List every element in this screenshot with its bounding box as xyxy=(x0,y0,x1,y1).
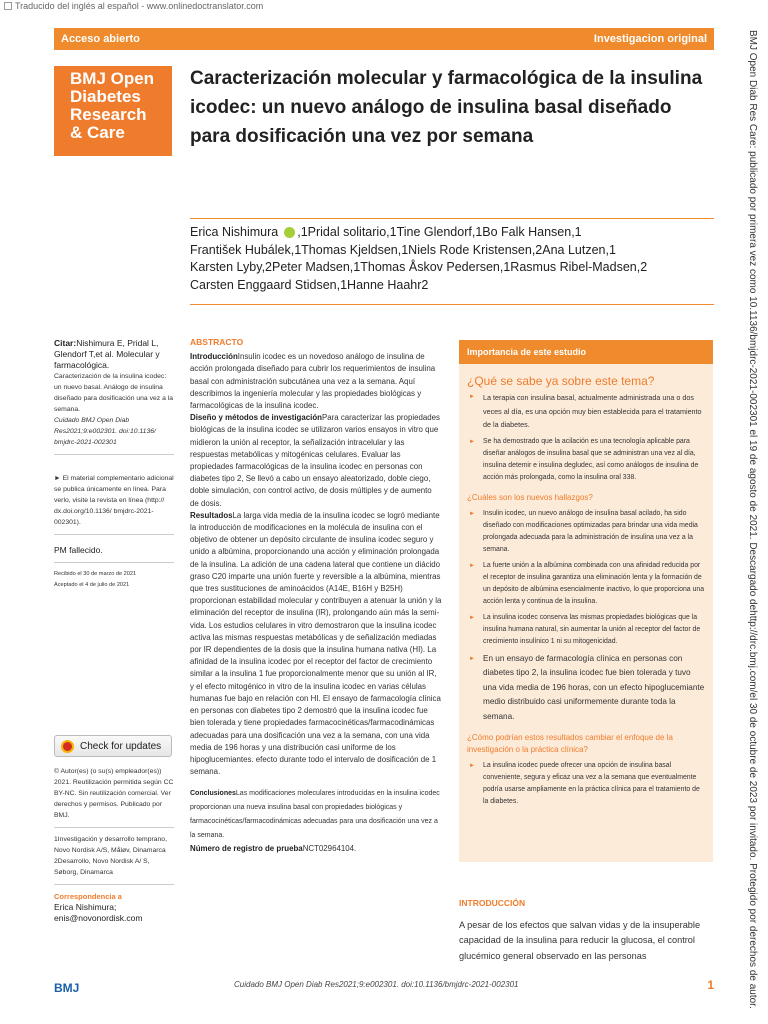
abstract xyxy=(190,336,442,856)
author-line: Karsten Lyby,2Peter Madsen,1Thomas Åskov Pedersen,1Rasmus Ribel-Madsen,2 xyxy=(190,260,648,274)
correspondence-email[interactable]: enis@novonordisk.com xyxy=(54,913,143,923)
results-text: La larga vida media de la insulina icodec se logró mediante la introducción de modificaciones en la molécula de insulina con el objetivo de obtener un depósito circulante de insulina icodec seguro y unido a albúmina, proporcionando una acción y eliminación prolongada de la insulina. La adición de una cadena lateral que contiene un diácido graso C20 imparte una unión fuerte y reversible a la albúmina, mientras que tres sustituciones de aminoácidos (A14E, B16H y B25H) proporcionan estabilidad molecular y contribuyen a atenuar la unión y la eliminación del receptor de insulina (IR), prolongando aún más la semi- vida. Los estudios celulares in vitro demostraron que la insulina icodec activa las mismas respuestas metabólicas y de señalización mediadas por IR dependientes de la dosis que la insulina humana nativa (HI). La afinidad de la insulina icodec por el receptor del factor de crecimiento similar a la insulina 1 fue proporcionalmente menor que su unión al IR, y el efecto mitogénico in vitro de la insulina icodec en varias células humanas fue bajo en relación con HI. El ensayo de farmacología clínica en personas con diabetes tipo 2 demostró que la insulina icodec fue bien tolerada y tiene propiedades farmacocinéticas/farmacodinámicas adecuadas para una dosificación una vez a la semana, con una vida media de 196 horas y una distribución casi uniforme de los hipoglucemiantes. efecto durante todo el intervalo de dosificación de 1 semana. xyxy=(190,510,442,777)
trial-label: Número de registro de prueba xyxy=(190,844,303,854)
page-number: 1 xyxy=(707,978,714,992)
trial-number: NCT02964104. xyxy=(302,844,357,854)
impact-heading: ¿Cómo podrían estos resultados cambiar el enfoque de la investigación o la práctica clínica? xyxy=(467,733,673,754)
list-item: ► Se ha demostrado que la acilación es una tecnología aplicable para diseñar análogos de insulina basal que se administran una vez al día, insulina detemir e insulina degludec, así como análogos de insulina de acción más prolongada, como la insulina oral 338. xyxy=(467,436,705,484)
journal-logo xyxy=(54,66,172,156)
footer-citation: Cuidado BMJ Open Diab Res2021;9:e002301. doi:10.1136/bmjdrc-2021-002301 xyxy=(234,980,519,989)
divider xyxy=(54,562,174,563)
cite-rest: Caracterización de la insulina icodec: un nuevo basal. Análogo de insulina diseñado para dosificación una vez a la semana. xyxy=(54,373,174,413)
copyright-text: © Autor(es) (o su(s) empleador(es)) 2021. Reutilización permitida según CC BY-NC. Sin reutilización comercial. Ver derechos y permisos. Publicado por BMJ. xyxy=(54,768,174,819)
title-divider xyxy=(190,218,714,219)
accepted-date: Aceptado el 4 de julio de 2021 xyxy=(54,582,130,588)
article-title: Caracterización molecular y farmacológica de la insulina icodec: un nuevo análogo de insulina basal diseñado para dosificación una vez por semana xyxy=(190,68,703,147)
introduction-text: A pesar de los efectos que salvan vidas y de la insuperable capacidad de la insulina para reducir la glucosa, el control glucémico general observado en las personas xyxy=(459,919,701,961)
cite-text: Nishimura E, Pridal L, Glendorf T,et al. Molecular y farmacológica. xyxy=(54,338,160,370)
bmj-logo: BMJ xyxy=(54,981,80,995)
copyright-block xyxy=(54,766,174,924)
author-name[interactable]: ,1Pridal solitario,1Tine Glendorf,1Bo Falk Hansen,1 xyxy=(297,225,582,239)
article-type-label: Investigacion original xyxy=(593,33,707,45)
divider xyxy=(54,827,174,828)
methods-text: Para caracterizar las propiedades biológicas de la insulina icodec se utilizaron varios ensayos in vitro que midieron la unión al receptor, la señalización intracelular y las respuestas metabólicas y mitogénicas celulares. Evaluar las propiedades farmacológicas de la insulina icodec en personas con diabetes tipo 2, Se llevó a cabo un ensayo aleatorizado, doble ciego, doble simulación, con control activo, de dosis múltiples y de aumento de dosis. xyxy=(190,413,440,508)
conclusions-text: Las modificaciones moleculares introducidas en la insulina icodec proporcionan una nueva insulina basal con propiedades biológicas y farmacocinéticas/farmacodinámicas adecuadas para una dosificación una vez a la semana. xyxy=(190,790,440,840)
received-date: Recibido el 30 de marzo de 2021 xyxy=(54,571,137,577)
crossmark-icon xyxy=(61,740,74,753)
introduction-section xyxy=(459,896,715,964)
list-item: ► La insulina icodec puede ofrecer una opción de insulina basal conveniente, segura y eficaz una vez a la semana que eventualmente podría usarse ampliamente en la práctica clínica para el tratamiento de la diabetes. xyxy=(467,760,705,808)
open-access-label: Acceso abierto xyxy=(61,33,140,45)
list-item: ► Insulin icodec, un nuevo análogo de insulina basal acilado, ha sido diseñado con modificaciones optimizadas para brindar una vida media prolongada adecuada para la administración de insulina una vez a la semana. xyxy=(467,508,705,556)
deceased-note: PM fallecido. xyxy=(54,545,103,555)
header-bar xyxy=(54,28,714,50)
translator-note-text: Traducido del inglés al español - www.onlinedoctranslator.com xyxy=(15,1,264,11)
conclusions-label: Conclusiones xyxy=(190,790,236,798)
list-item: ► La terapia con insulina basal, actualmente administrada una o dos veces al día, es una opción muy bien establecida para el tratamiento de la diabetes. xyxy=(467,391,705,432)
known-list xyxy=(467,391,705,484)
significance-box xyxy=(459,340,713,862)
list-item: ► La insulina icodec conserva las mismas propiedades biológicas que la insulina humana natural, sin aumentar la unión al receptor del factor de crecimiento insulínico 1 ni su mitogenicidad. xyxy=(467,612,705,648)
document-icon xyxy=(4,2,12,10)
findings-list xyxy=(467,508,705,725)
divider xyxy=(54,884,174,885)
check-updates-label: Check for updates xyxy=(80,740,162,752)
vertical-citation-text: BMJ Open Diab Res Care: publicado por primera vez como 10.1136/bmjdrc-2021-002301 el 19 de agosto de 2021. Descargado dehttp://drc.bmj.com/el 30 de octubre de 2023 por invitado. Protegido por derechos de autor. xyxy=(747,30,758,1009)
correspondence-label: Correspondencia a xyxy=(54,892,122,901)
methods-label: Diseño y métodos de investigación xyxy=(190,413,322,423)
cite-label: Citar: xyxy=(54,338,77,348)
author-line: Carsten Enggaard Stidsen,1Hanne Haahr2 xyxy=(190,277,429,292)
list-item: ► En un ensayo de farmacología clínica en personas con diabetes tipo 2, la insulina icodec fue bien tolerada y tuvo una vida media de 196 horas, con un efecto hipoglucemiante medio distribuido casi uniformemente durante toda la semana. xyxy=(467,652,705,725)
author-name[interactable]: Erica Nishimura xyxy=(190,225,279,239)
intro-label: Introducción xyxy=(190,352,238,362)
authors-divider xyxy=(190,304,714,305)
logo-line: Research xyxy=(70,105,147,124)
significance-heading: Importancia de este estudio xyxy=(459,340,713,364)
affiliation: 2Desarrollo, Novo Nordisk A/ S, Søborg, Dinamarca xyxy=(54,858,150,876)
author-list xyxy=(190,224,710,294)
findings-heading: ¿Cuáles son los nuevos hallazgos? xyxy=(467,492,593,502)
abstract-heading: ABSTRACTO xyxy=(190,337,244,347)
vertical-citation xyxy=(744,30,760,1010)
cite-journal: Cuidado BMJ Open Diab Res2021;9:e002301. doi:10.1136/ bmjdrc-2021-002301 xyxy=(54,417,156,446)
results-label: Resultados xyxy=(190,510,233,520)
divider xyxy=(54,454,174,455)
affiliation: 1Investigación y desarrollo temprano, Novo Nordisk A/S, Måløv, Dinamarca xyxy=(54,836,167,854)
logo-line: BMJ Open xyxy=(70,69,155,88)
page-footer xyxy=(54,978,714,996)
intro-text: Insulin icodec es un novedoso análogo de insulina de acción prolongada diseñado para cubrir los requerimientos de insulina basal con administración subcutánea una vez a la semana. Aquí describimos la ingeniería molecular y las propiedades biológicas y farmacológicas de la insulina icodec. xyxy=(190,352,436,411)
translator-note xyxy=(0,0,263,12)
orcid-icon[interactable] xyxy=(284,227,295,238)
known-heading: ¿Qué se sabe ya sobre este tema? xyxy=(467,374,655,388)
introduction-heading: INTRODUCCIÓN xyxy=(459,898,526,908)
check-for-updates-button[interactable] xyxy=(54,735,172,757)
citation-block xyxy=(54,338,174,591)
divider xyxy=(54,534,174,535)
logo-line: Diabetes xyxy=(70,87,141,106)
impact-list xyxy=(467,760,705,808)
list-item: ► La fuerte unión a la albúmina combinada con una afinidad reducida por el receptor de insulina garantiza una eliminación lenta y la formación de un depósito de albúmina esencialmente inactivo, lo que proporciona una acción lenta y continua de la insulina. xyxy=(467,560,705,608)
author-line: František Hubálek,1Thomas Kjeldsen,1Niels Rode Kristensen,2Ana Lutzen,1 xyxy=(190,242,616,257)
correspondence-name: Erica Nishimura; xyxy=(54,902,117,912)
logo-line: & Care xyxy=(70,123,125,142)
supplement-note[interactable]: ► El material complementario adicional se publica únicamente en línea. Para verlo, visite la revista en línea (http:// dx.doi.org/10.1136/ bmjdrc-2021-002301). xyxy=(54,475,174,526)
